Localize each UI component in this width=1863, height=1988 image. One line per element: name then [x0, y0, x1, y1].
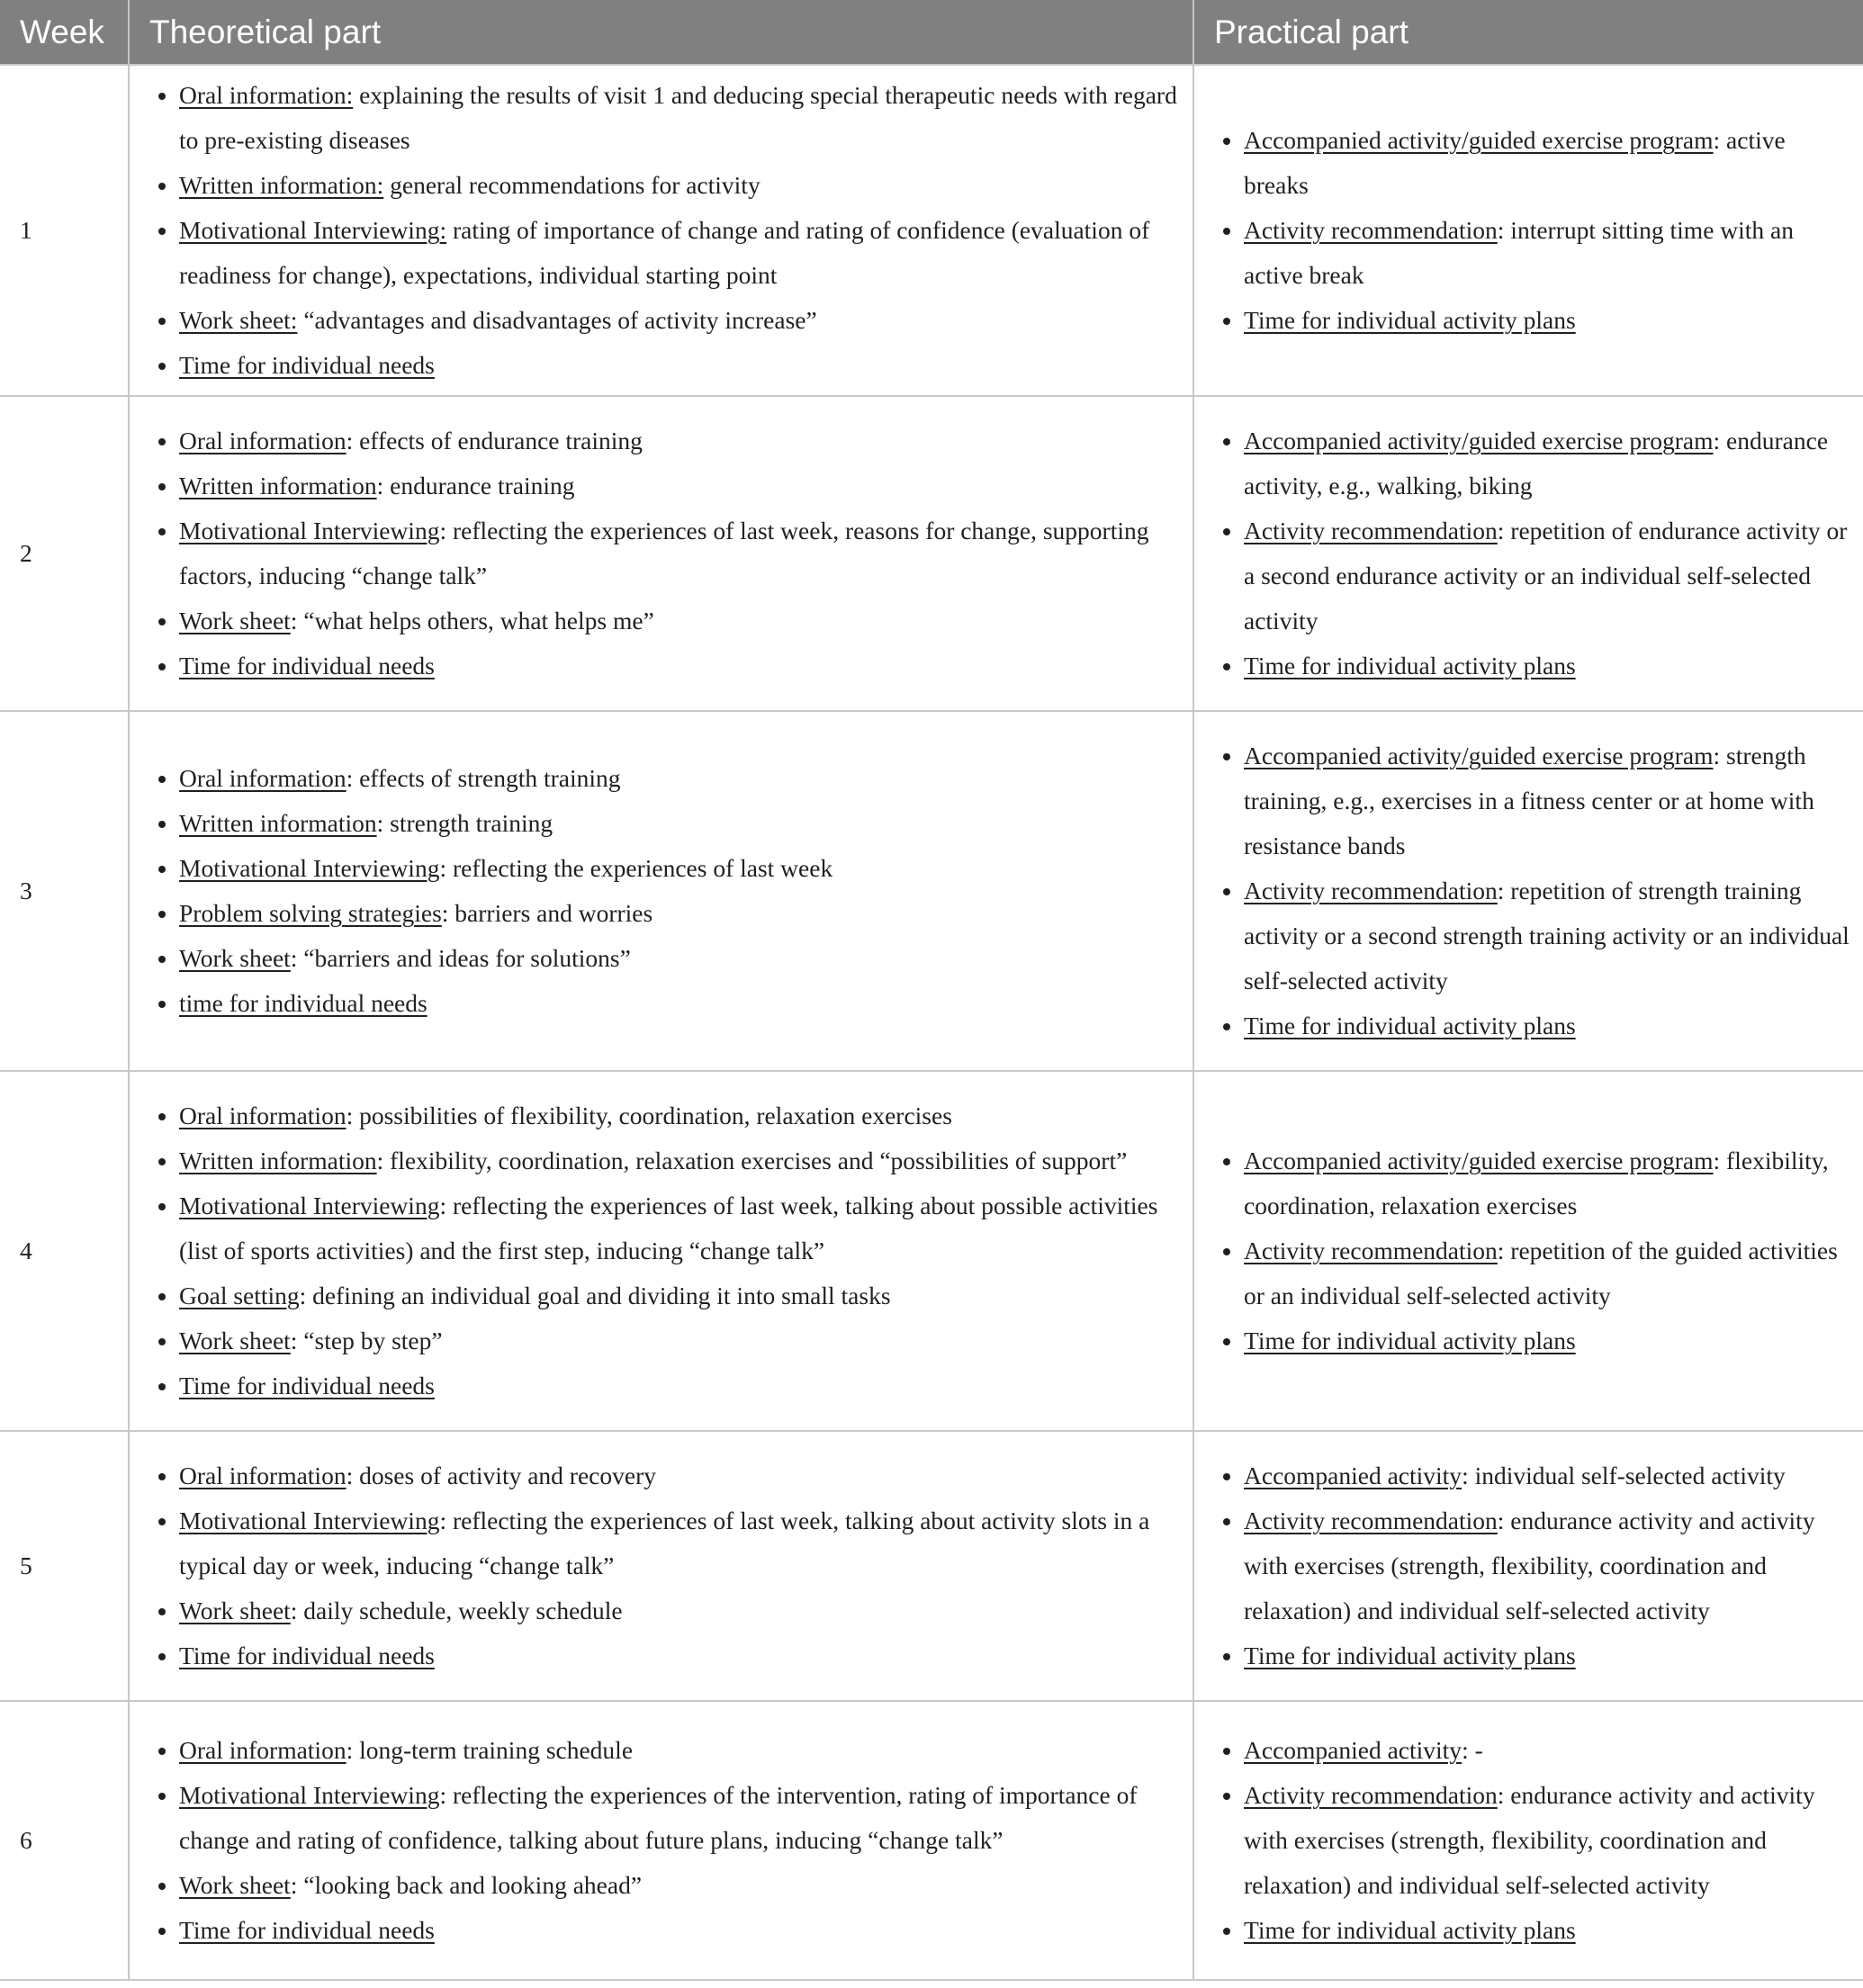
item-text: : - [1462, 1736, 1483, 1764]
practical-list [1214, 418, 1854, 688]
practical-cell [1193, 396, 1863, 711]
item-term: Accompanied activity/guided exercise program [1244, 126, 1714, 154]
item-term: Motivational Interviewing [179, 517, 440, 544]
item-term: Motivational Interviewing [179, 1192, 440, 1219]
list-item [1244, 298, 1854, 343]
item-term: Written information [179, 472, 377, 499]
list-item [179, 1273, 1180, 1318]
practical-list [1214, 1728, 1854, 1953]
week-number: 5 [0, 1431, 129, 1701]
item-term: Written information [179, 809, 377, 837]
theoretical-cell [129, 65, 1193, 396]
item-text: : flexibility, coordination, relaxation exercises [1244, 1147, 1829, 1219]
week-number: 1 [0, 65, 129, 396]
item-text: : “step by step” [290, 1327, 443, 1354]
list-item [179, 1633, 1180, 1678]
theoretical-cell [129, 1431, 1193, 1701]
list-item [179, 801, 1180, 846]
list-item [1244, 733, 1854, 868]
item-text: rating of importance of change and rating of confidence (evaluation of readiness for change), expectations, individual starting point [179, 216, 1150, 289]
list-item [179, 1588, 1180, 1633]
list-item [1244, 1138, 1854, 1228]
item-term: Activity recommendation [1244, 877, 1498, 904]
list-item [179, 508, 1180, 598]
theoretical-cell [129, 711, 1193, 1071]
item-text: : individual self-selected activity [1462, 1462, 1786, 1489]
header-week: Week [0, 0, 129, 65]
practical-cell [1193, 1701, 1863, 1980]
item-term: Time for individual needs [179, 1642, 435, 1669]
item-term: Oral information [179, 1736, 346, 1764]
table-row [0, 1701, 1863, 1980]
practical-cell [1193, 65, 1863, 396]
item-text: : “looking back and looking ahead” [290, 1871, 643, 1899]
item-term: Time for individual needs [179, 1916, 435, 1944]
header-practical: Practical part [1193, 0, 1863, 65]
item-text: explaining the results of visit 1 and deducing special therapeutic needs with regard to pre-existing diseases [179, 81, 1177, 154]
item-text: : repetition of endurance activity or a second endurance activity or an individual self-selected activity [1244, 517, 1848, 634]
list-item [179, 1728, 1180, 1773]
item-term: Written information [179, 1147, 377, 1174]
item-term: Activity recommendation [1244, 517, 1498, 544]
item-text: : reflecting the experiences of last week, talking about possible activities (list of sports activities) and the first step, inducing “change talk” [179, 1192, 1158, 1264]
table-row [0, 65, 1863, 396]
list-item [1244, 1498, 1854, 1633]
list-item [179, 1863, 1180, 1908]
list-item [179, 73, 1180, 163]
theoretical-list [149, 1728, 1180, 1953]
item-text: : endurance activity and activity with exercises (strength, flexibility, coordination and relaxation) and individual self-selected activity [1244, 1507, 1815, 1624]
item-text: : repetition of the guided activities or an individual self-selected activity [1244, 1237, 1838, 1309]
item-term: Work sheet [179, 1871, 291, 1899]
list-item [179, 1093, 1180, 1138]
item-term: Time for individual needs [179, 351, 435, 379]
item-text: : “what helps others, what helps me” [290, 607, 654, 634]
item-term: Oral information [179, 1102, 346, 1129]
table-row [0, 396, 1863, 711]
list-item [179, 643, 1180, 688]
practical-list [1214, 118, 1854, 343]
item-text: : reflecting the experiences of last week, reasons for change, supporting factors, inducing “change talk” [179, 517, 1149, 589]
item-term: Oral information [179, 1462, 346, 1489]
item-term: Time for individual activity plans [1244, 306, 1576, 334]
item-text: : repetition of strength training activity or a second strength training activity or an individual self-selected activity [1244, 877, 1850, 994]
item-text: general recommendations for activity [383, 171, 760, 199]
item-term: Time for individual activity plans [1244, 1642, 1576, 1669]
item-text: : possibilities of flexibility, coordination, relaxation exercises [346, 1102, 952, 1129]
list-item [179, 418, 1180, 463]
item-term: Time for individual activity plans [1244, 652, 1576, 679]
item-text: : “barriers and ideas for solutions” [290, 944, 631, 972]
item-text: : effects of endurance training [346, 427, 643, 454]
theoretical-cell [129, 1071, 1193, 1431]
list-item [179, 1183, 1180, 1273]
table-row [0, 1071, 1863, 1431]
item-text: : active breaks [1244, 126, 1786, 199]
item-text: : flexibility, coordination, relaxation exercises and “possibilities of support” [376, 1147, 1128, 1174]
item-term: Time for individual activity plans [1244, 1916, 1576, 1944]
item-term: Activity recommendation [1244, 1237, 1498, 1264]
item-text: : endurance activity, e.g., walking, biking [1244, 427, 1829, 499]
theoretical-cell [129, 1701, 1193, 1980]
item-term: Activity recommendation [1244, 1781, 1498, 1809]
item-term: Motivational Interviewing [179, 1781, 440, 1809]
header-row [0, 0, 1863, 65]
list-item [1244, 508, 1854, 643]
list-item [1244, 418, 1854, 508]
item-text: : long-term training schedule [346, 1736, 634, 1764]
item-text: : reflecting the experiences of last week [439, 854, 833, 882]
list-item [1244, 1908, 1854, 1953]
list-item [179, 208, 1180, 298]
list-item [179, 936, 1180, 981]
list-item [1244, 1228, 1854, 1318]
list-item [1244, 1318, 1854, 1363]
table-body [0, 65, 1863, 1980]
item-term: Time for individual needs [179, 1372, 435, 1399]
list-item [1244, 118, 1854, 208]
practical-cell [1193, 711, 1863, 1071]
week-number: 4 [0, 1071, 129, 1431]
list-item [179, 891, 1180, 936]
list-item [179, 343, 1180, 388]
list-item [1244, 1453, 1854, 1498]
list-item [1244, 1003, 1854, 1048]
practical-list [1214, 1138, 1854, 1363]
theoretical-list [149, 1453, 1180, 1678]
item-text: : defining an individual goal and dividing it into small tasks [299, 1282, 891, 1309]
list-item [1244, 208, 1854, 298]
item-term: Oral information [179, 764, 346, 792]
theoretical-list [149, 1093, 1180, 1408]
item-term: Accompanied activity/guided exercise program [1244, 1147, 1714, 1174]
list-item [179, 1498, 1180, 1588]
table-row [0, 1431, 1863, 1701]
list-item [179, 846, 1180, 891]
item-term: Work sheet [179, 944, 291, 972]
item-term: Work sheet [179, 607, 291, 634]
item-text: : barriers and worries [441, 899, 653, 927]
item-term: Activity recommendation [1244, 1507, 1498, 1534]
list-item [1244, 643, 1854, 688]
week-number: 2 [0, 396, 129, 711]
item-term: Time for individual activity plans [1244, 1012, 1576, 1039]
item-text: : reflecting the experiences of the intervention, rating of importance of change and rating of confidence, talking about future plans, inducing “change talk” [179, 1781, 1138, 1854]
item-term: Motivational Interviewing [179, 854, 440, 882]
list-item [179, 981, 1180, 1026]
item-term: Activity recommendation [1244, 216, 1498, 244]
item-term: time for individual needs [179, 989, 428, 1017]
item-text: : doses of activity and recovery [346, 1462, 656, 1489]
item-term: Time for individual activity plans [1244, 1327, 1576, 1354]
list-item [1244, 1633, 1854, 1678]
item-term: Work sheet: [179, 306, 298, 334]
item-term: Work sheet [179, 1327, 291, 1354]
list-item [179, 298, 1180, 343]
practical-cell [1193, 1431, 1863, 1701]
list-item [179, 463, 1180, 508]
practical-list [1214, 1453, 1854, 1678]
item-text: : reflecting the experiences of last week, talking about activity slots in a typical day or week, inducing “change talk” [179, 1507, 1150, 1579]
list-item [179, 598, 1180, 643]
theoretical-list [149, 756, 1180, 1026]
item-text: : strength training [376, 809, 554, 837]
item-term: Accompanied activity [1244, 1462, 1462, 1489]
item-text: : effects of strength training [346, 764, 621, 792]
list-item [1244, 1728, 1854, 1773]
item-term: Work sheet [179, 1597, 291, 1624]
item-term: Motivational Interviewing: [179, 216, 447, 244]
item-term: Motivational Interviewing [179, 1507, 440, 1534]
item-term: Oral information: [179, 81, 354, 109]
list-item [179, 1908, 1180, 1953]
item-term: Goal setting [179, 1282, 300, 1309]
theoretical-list [149, 73, 1180, 388]
list-item [179, 1138, 1180, 1183]
item-term: Accompanied activity [1244, 1736, 1462, 1764]
item-term: Written information: [179, 171, 384, 199]
header-theoretical: Theoretical part [129, 0, 1193, 65]
item-text: : daily schedule, weekly schedule [290, 1597, 623, 1624]
list-item [1244, 868, 1854, 1003]
table-row [0, 711, 1863, 1071]
item-text: : strength training, e.g., exercises in a fitness center or at home with resistance bands [1244, 742, 1814, 859]
theoretical-cell [129, 396, 1193, 711]
item-term: Accompanied activity/guided exercise program [1244, 742, 1714, 769]
item-text: : endurance training [376, 472, 575, 499]
list-item [179, 1453, 1180, 1498]
item-text: “advantages and disadvantages of activity increase” [297, 306, 817, 334]
week-number: 6 [0, 1701, 129, 1980]
practical-cell [1193, 1071, 1863, 1431]
item-term: Time for individual needs [179, 652, 435, 679]
list-item [1244, 1773, 1854, 1908]
practical-list [1214, 733, 1854, 1048]
list-item [179, 1363, 1180, 1408]
item-term: Problem solving strategies [179, 899, 442, 927]
item-term: Accompanied activity/guided exercise program [1244, 427, 1714, 454]
list-item [179, 1318, 1180, 1363]
item-term: Oral information [179, 427, 346, 454]
item-text: : interrupt sitting time with an active break [1244, 216, 1794, 289]
list-item [179, 756, 1180, 801]
week-number: 3 [0, 711, 129, 1071]
list-item [179, 163, 1180, 208]
item-text: : endurance activity and activity with exercises (strength, flexibility, coordination and relaxation) and individual self-selected activity [1244, 1781, 1815, 1899]
list-item [179, 1773, 1180, 1863]
theoretical-list [149, 418, 1180, 688]
